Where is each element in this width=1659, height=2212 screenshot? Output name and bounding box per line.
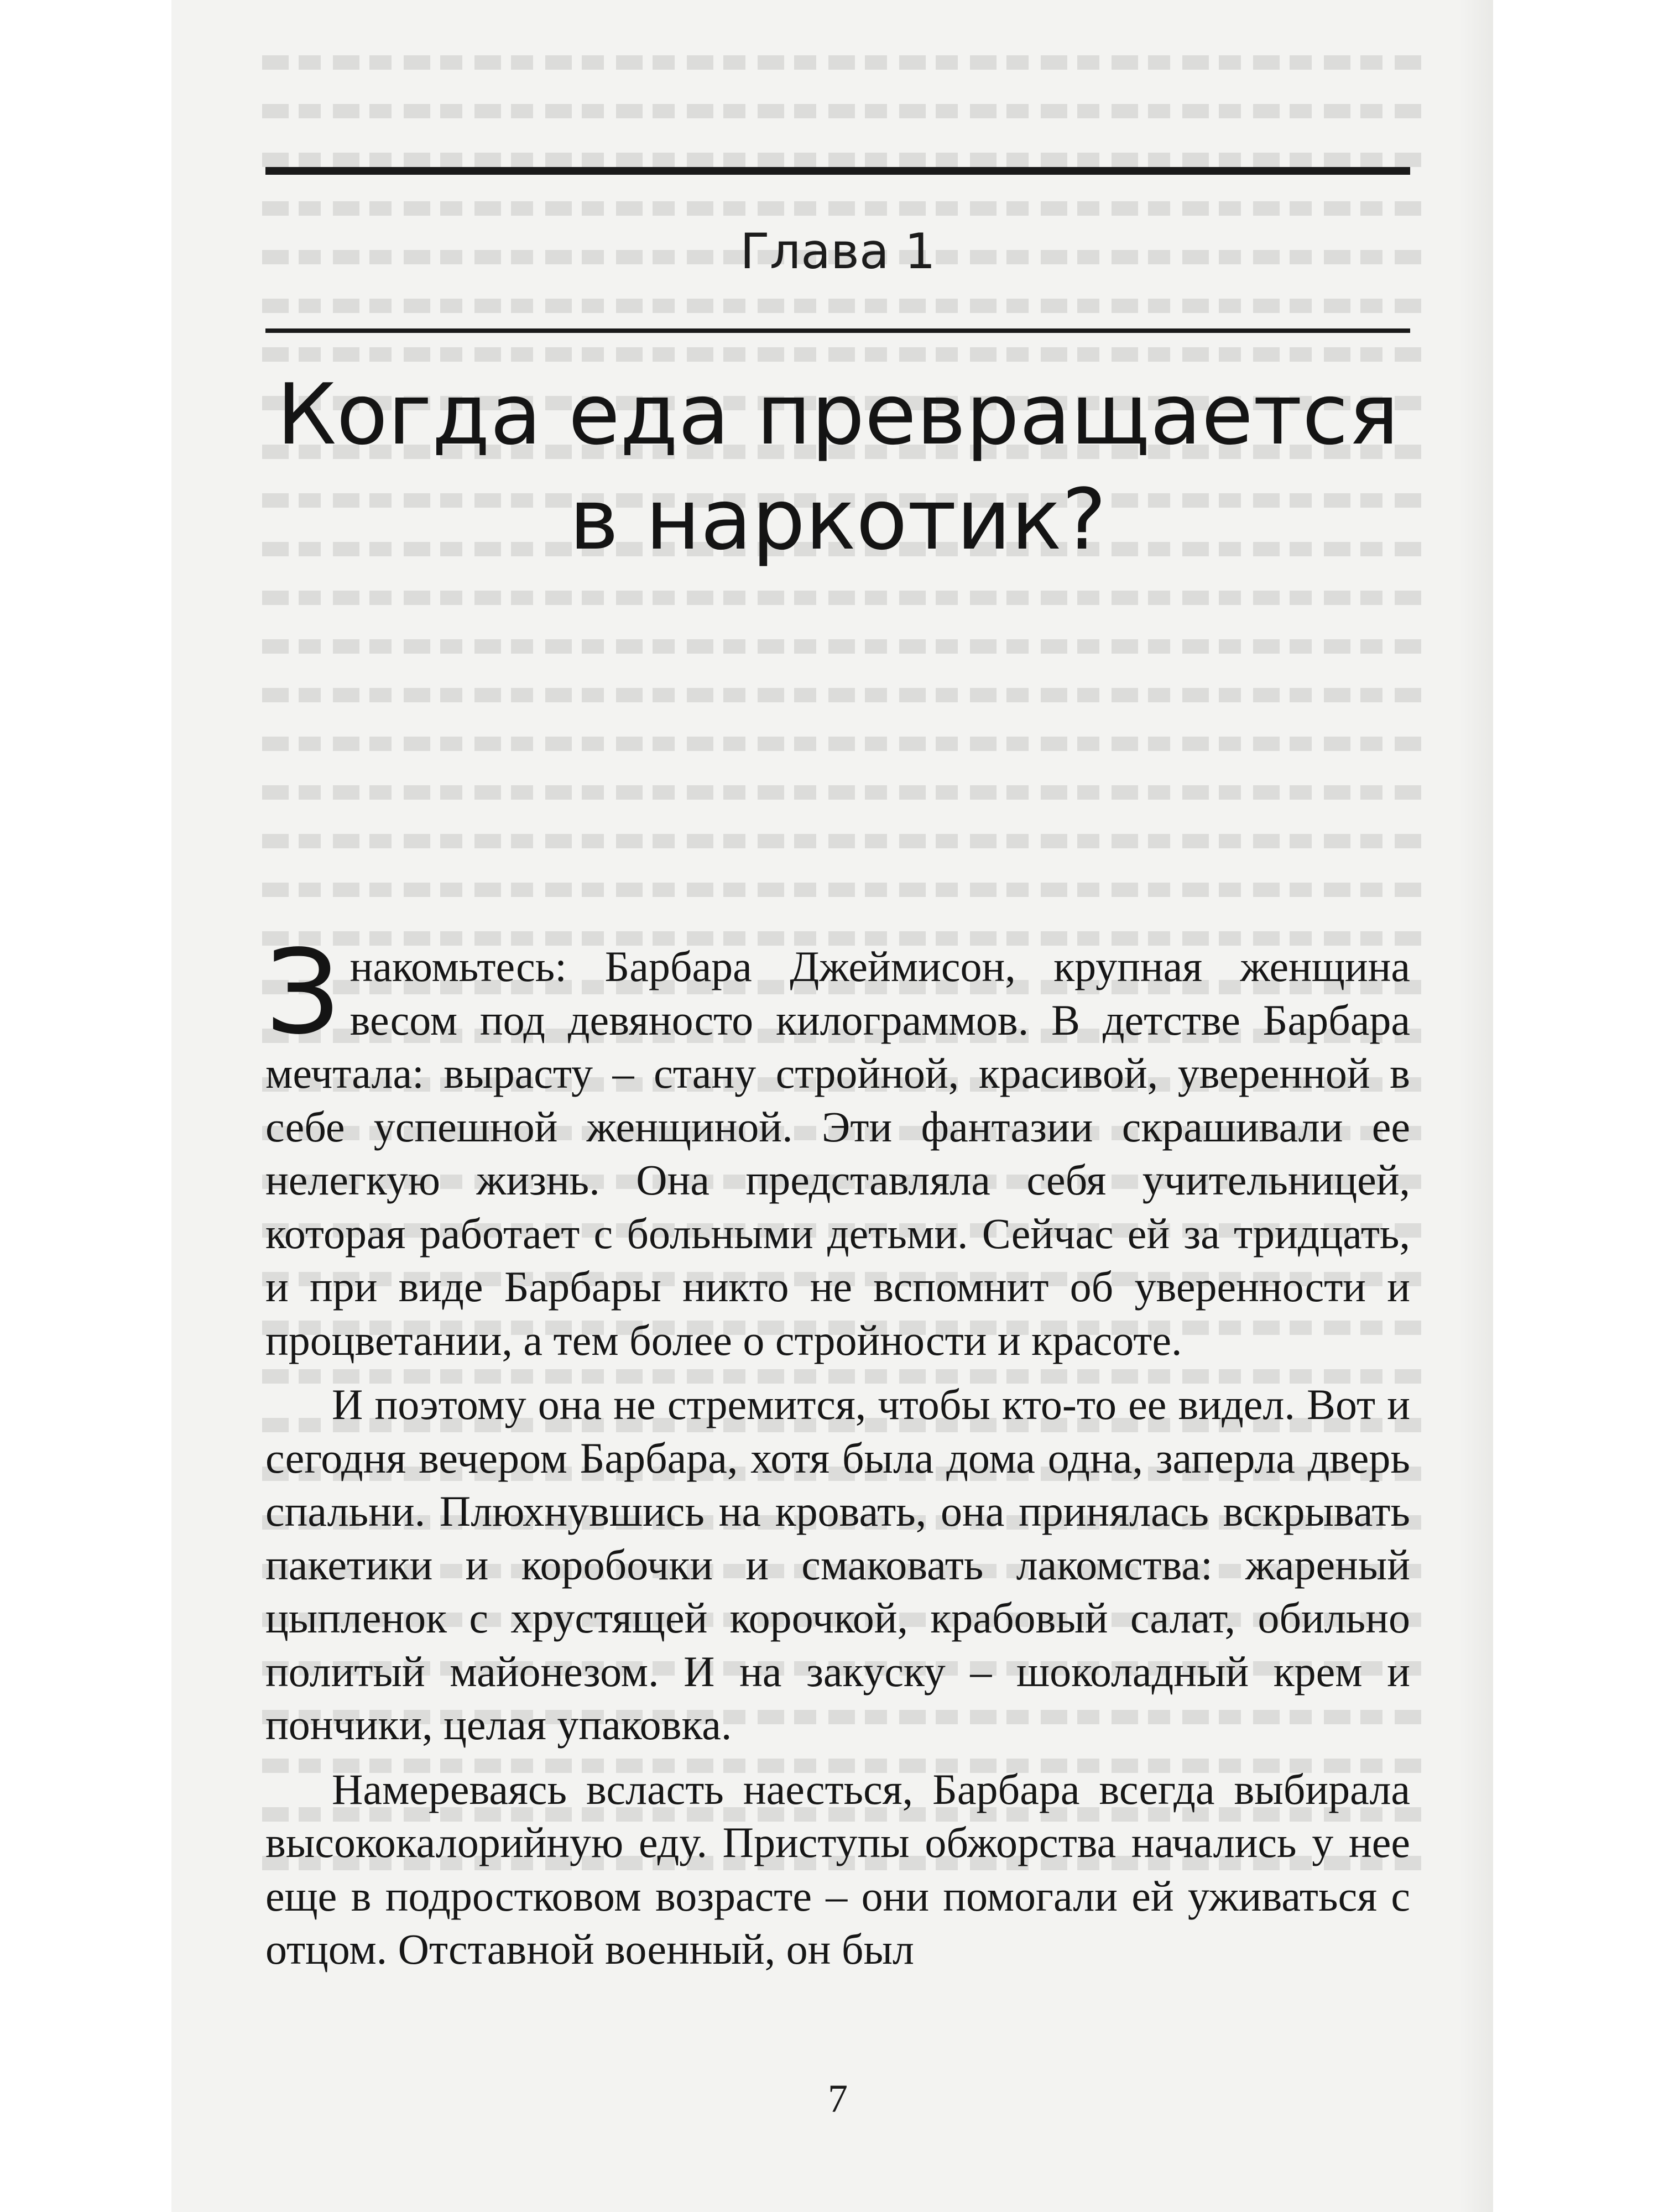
chapter-label: Глава 1 bbox=[740, 223, 936, 280]
paragraph-1-text: накомьтесь: Барбара Джеймисон, крупная женщина весом под девяносто килограммов. В детстве Барбара мечтала: вырасту – стану стройной, красивой, уверенной в себе успешной женщиной. Эти фантазии скрашивали ее нелегкую жизнь. Она представляла себя учительницей, которая работает с больными детьми. Сейчас ей за тридцать, и при виде Барбары никто не вспомнит об уверенности и процветании, а тем более о стройности и красоте. bbox=[265, 942, 1410, 1364]
chapter-rule-top bbox=[265, 167, 1410, 175]
chapter-title bbox=[265, 362, 1410, 572]
paragraph-3: Намереваясь всласть наесться, Барбара всегда выбирала высококалорийную еду. Приступы обжорства начались у нее еще в подростковом возрасте – они помогали ей уживаться с отцом. Отставной военный, он был bbox=[265, 1765, 1410, 1973]
chapter-title-line-1: Когда еда превращается bbox=[276, 366, 1399, 463]
paragraph-2: И поэтому она не стремится, чтобы кто-то ее видел. Вот и сегодня вечером Барбара, хотя была дома одна, заперла дверь спальни. Плюхнувшись на кровать, она принялась вскрывать пакетики и коробочки и смаковать лакомства: жареный цыпленок с хрустящей корочкой, крабовый салат, обильно политый майонезом. И на закуску – шоколадный крем и пончики, целая упаковка. bbox=[265, 1380, 1410, 1749]
chapter-title-line-2: в наркотик? bbox=[569, 471, 1107, 568]
chapter-rule-bottom bbox=[265, 328, 1410, 333]
drop-cap: З bbox=[265, 925, 340, 1060]
body-text bbox=[265, 925, 1410, 1976]
page-number: 7 bbox=[828, 2077, 848, 2121]
paragraph-1 bbox=[265, 925, 1410, 1367]
paper-edge-shadow bbox=[1460, 0, 1493, 2212]
